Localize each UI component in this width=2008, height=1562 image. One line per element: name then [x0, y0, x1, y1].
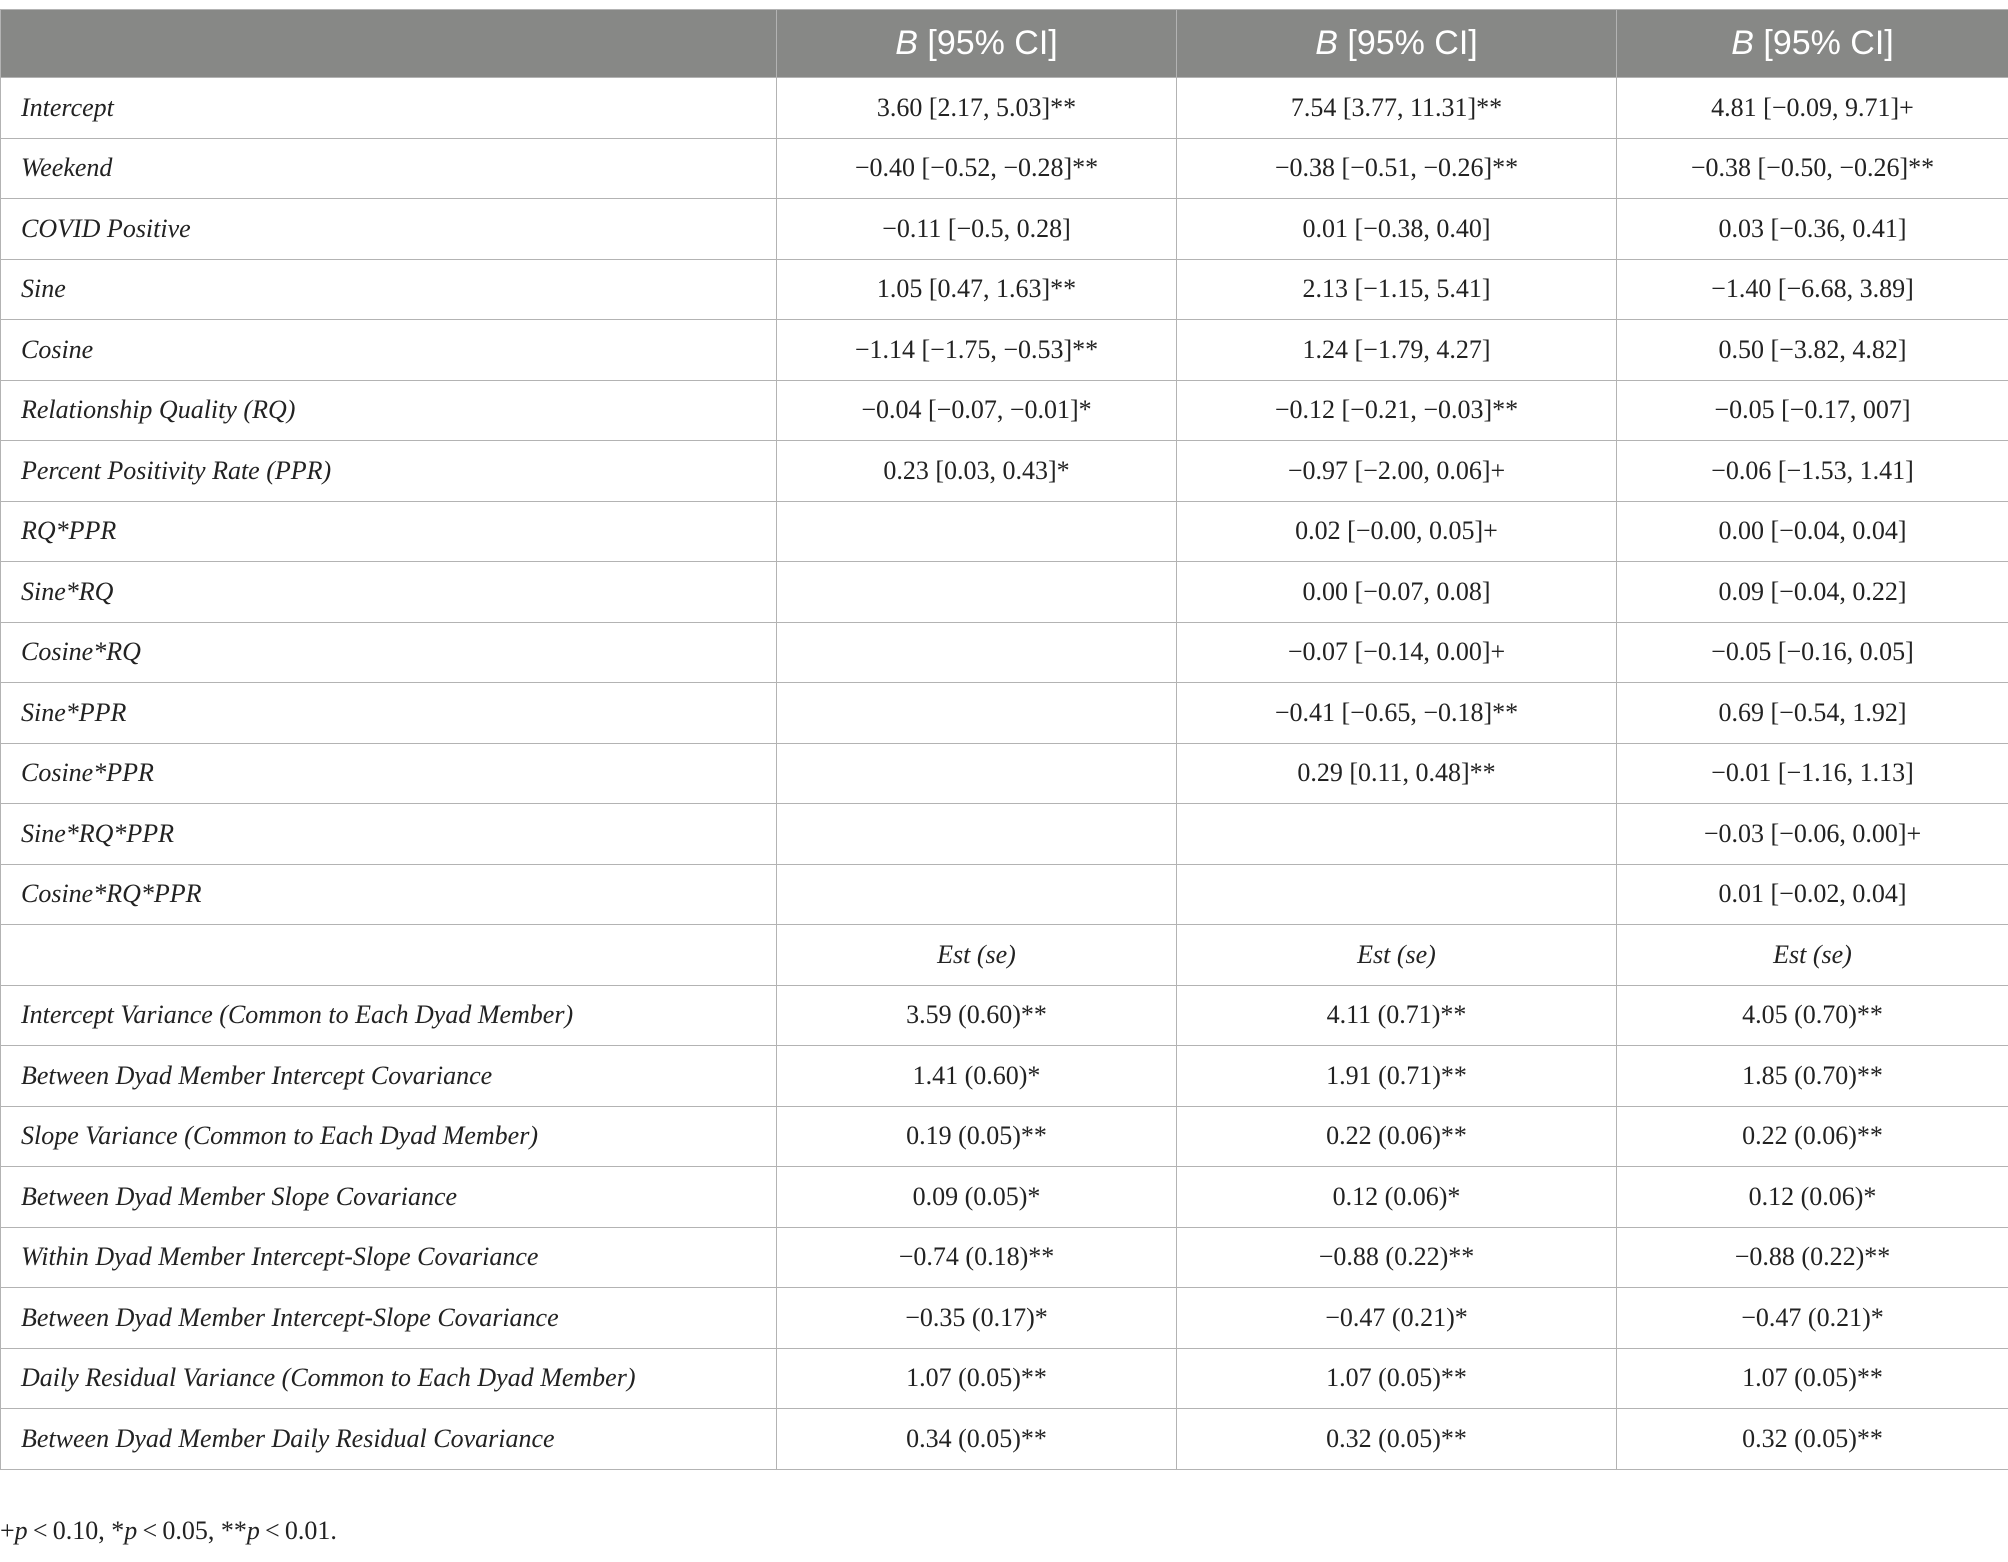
row-label: Percent Positivity Rate (PPR): [1, 441, 777, 502]
row-label: Intercept: [1, 78, 777, 139]
table-row: [1, 562, 2008, 623]
cell-model-2: [1177, 864, 1617, 925]
cell-model-1: 1.41 (0.60)*: [777, 1046, 1177, 1107]
cell-model-1: 1.07 (0.05)**: [777, 1348, 1177, 1409]
cell-model-1: [777, 501, 1177, 562]
cell-model-1: Est (se): [777, 925, 1177, 986]
footnote-p: p: [246, 1516, 260, 1545]
cell-model-3: 1.85 (0.70)**: [1617, 1046, 2008, 1107]
cell-model-2: −0.07 [−0.14, 0.00]+: [1177, 622, 1617, 683]
cell-model-1: −0.04 [−0.07, −0.01]*: [777, 380, 1177, 441]
row-label: Sine: [1, 259, 777, 320]
table-row: [1, 441, 2008, 502]
cell-model-3: −0.88 (0.22)**: [1617, 1227, 2008, 1288]
row-label: Cosine*RQ*PPR: [1, 864, 777, 925]
cell-model-3: −0.38 [−0.50, −0.26]**: [1617, 138, 2008, 199]
subheader-row: [1, 925, 2008, 986]
table-row: [1, 1106, 2008, 1167]
cell-model-3: −1.40 [−6.68, 3.89]: [1617, 259, 2008, 320]
cell-model-1: −1.14 [−1.75, −0.53]**: [777, 320, 1177, 381]
table-row: [1, 1348, 2008, 1409]
row-label: Sine*RQ*PPR: [1, 804, 777, 865]
row-label: [1, 925, 777, 986]
cell-model-3: −0.47 (0.21)*: [1617, 1288, 2008, 1349]
cell-model-2: 0.00 [−0.07, 0.08]: [1177, 562, 1617, 623]
coef-symbol: B: [1731, 24, 1754, 62]
row-label: Between Dyad Member Intercept Covariance: [1, 1046, 777, 1107]
table-row: [1, 1288, 2008, 1349]
cell-model-2: −0.12 [−0.21, −0.03]**: [1177, 380, 1617, 441]
cell-model-2: 0.02 [−0.00, 0.05]+: [1177, 501, 1617, 562]
row-label: Intercept Variance (Common to Each Dyad Member): [1, 985, 777, 1046]
table-row: [1, 864, 2008, 925]
row-label: Sine*RQ: [1, 562, 777, 623]
table-body: [1, 78, 2008, 1470]
cell-model-3: Est (se): [1617, 925, 2008, 986]
significance-footnote: [0, 1516, 337, 1546]
row-label: Slope Variance (Common to Each Dyad Member): [1, 1106, 777, 1167]
cell-model-3: −0.03 [−0.06, 0.00]+: [1617, 804, 2008, 865]
cell-model-1: [777, 683, 1177, 744]
cell-model-2: 0.12 (0.06)*: [1177, 1167, 1617, 1228]
cell-model-1: 0.19 (0.05)**: [777, 1106, 1177, 1167]
footnote-p: p: [14, 1516, 28, 1545]
cell-model-2: 0.29 [0.11, 0.48]**: [1177, 743, 1617, 804]
cell-model-1: 0.09 (0.05)*: [777, 1167, 1177, 1228]
cell-model-2: −0.88 (0.22)**: [1177, 1227, 1617, 1288]
cell-model-2: 1.91 (0.71)**: [1177, 1046, 1617, 1107]
header-model-2: [1177, 10, 1617, 78]
table-row: [1, 804, 2008, 865]
coef-symbol: B: [1315, 24, 1338, 62]
ci-label: [95% CI]: [1337, 24, 1478, 62]
cell-model-2: 1.24 [−1.79, 4.27]: [1177, 320, 1617, 381]
cell-model-3: 0.50 [−3.82, 4.82]: [1617, 320, 2008, 381]
table-row: [1, 683, 2008, 744]
row-label: Between Dyad Member Daily Residual Covariance: [1, 1409, 777, 1470]
row-label: Weekend: [1, 138, 777, 199]
cell-model-2: 0.22 (0.06)**: [1177, 1106, 1617, 1167]
row-label: Sine*PPR: [1, 683, 777, 744]
row-label: Cosine: [1, 320, 777, 381]
cell-model-1: −0.11 [−0.5, 0.28]: [777, 199, 1177, 260]
cell-model-1: [777, 864, 1177, 925]
table-row: [1, 1409, 2008, 1470]
cell-model-2: 4.11 (0.71)**: [1177, 985, 1617, 1046]
row-label: COVID Positive: [1, 199, 777, 260]
footnote-text: < 0.10, *: [27, 1516, 125, 1545]
cell-model-3: −0.01 [−1.16, 1.13]: [1617, 743, 2008, 804]
cell-model-2: 0.32 (0.05)**: [1177, 1409, 1617, 1470]
cell-model-3: 0.69 [−0.54, 1.92]: [1617, 683, 2008, 744]
cell-model-2: 2.13 [−1.15, 5.41]: [1177, 259, 1617, 320]
table-row: [1, 199, 2008, 260]
row-label: Within Dyad Member Intercept-Slope Covariance: [1, 1227, 777, 1288]
cell-model-3: 0.32 (0.05)**: [1617, 1409, 2008, 1470]
cell-model-3: 0.09 [−0.04, 0.22]: [1617, 562, 2008, 623]
table-row: [1, 320, 2008, 381]
cell-model-2: 1.07 (0.05)**: [1177, 1348, 1617, 1409]
cell-model-2: −0.47 (0.21)*: [1177, 1288, 1617, 1349]
cell-model-1: 3.60 [2.17, 5.03]**: [777, 78, 1177, 139]
cell-model-3: 0.12 (0.06)*: [1617, 1167, 2008, 1228]
table-row: [1, 138, 2008, 199]
cell-model-3: −0.06 [−1.53, 1.41]: [1617, 441, 2008, 502]
cell-model-1: −0.40 [−0.52, −0.28]**: [777, 138, 1177, 199]
header-model-3: [1617, 10, 2008, 78]
cell-model-3: −0.05 [−0.16, 0.05]: [1617, 622, 2008, 683]
footnote-p: p: [124, 1516, 138, 1545]
cell-model-3: 0.01 [−0.02, 0.04]: [1617, 864, 2008, 925]
table-row: [1, 743, 2008, 804]
cell-model-1: −0.74 (0.18)**: [777, 1227, 1177, 1288]
table-row: [1, 501, 2008, 562]
table-row: [1, 1227, 2008, 1288]
ci-label: [95% CI]: [1753, 24, 1894, 62]
cell-model-3: 1.07 (0.05)**: [1617, 1348, 2008, 1409]
cell-model-2: −0.38 [−0.51, −0.26]**: [1177, 138, 1617, 199]
cell-model-1: [777, 743, 1177, 804]
table-row: [1, 380, 2008, 441]
cell-model-2: 7.54 [3.77, 11.31]**: [1177, 78, 1617, 139]
row-label: Daily Residual Variance (Common to Each Dyad Member): [1, 1348, 777, 1409]
header-model-1: [777, 10, 1177, 78]
table-row: [1, 1046, 2008, 1107]
cell-model-3: 4.05 (0.70)**: [1617, 985, 2008, 1046]
row-label: Between Dyad Member Intercept-Slope Covariance: [1, 1288, 777, 1349]
cell-model-1: 0.34 (0.05)**: [777, 1409, 1177, 1470]
cell-model-3: 0.03 [−0.36, 0.41]: [1617, 199, 2008, 260]
ci-label: [95% CI]: [917, 24, 1058, 62]
row-label: Cosine*PPR: [1, 743, 777, 804]
cell-model-1: 3.59 (0.60)**: [777, 985, 1177, 1046]
table-row: [1, 985, 2008, 1046]
coef-symbol: B: [895, 24, 918, 62]
cell-model-2: [1177, 804, 1617, 865]
row-label: RQ*PPR: [1, 501, 777, 562]
footnote-text: < 0.01.: [259, 1516, 337, 1545]
cell-model-2: 0.01 [−0.38, 0.40]: [1177, 199, 1617, 260]
table-header-row: [1, 10, 2008, 78]
cell-model-2: Est (se): [1177, 925, 1617, 986]
footnote-text: < 0.05, **: [137, 1516, 247, 1545]
footnote-text: +: [0, 1516, 15, 1545]
cell-model-1: [777, 804, 1177, 865]
table-row: [1, 1167, 2008, 1228]
cell-model-1: 0.23 [0.03, 0.43]*: [777, 441, 1177, 502]
table-row: [1, 78, 2008, 139]
row-label: Between Dyad Member Slope Covariance: [1, 1167, 777, 1228]
cell-model-3: 0.22 (0.06)**: [1617, 1106, 2008, 1167]
regression-table: [0, 9, 2008, 1470]
cell-model-3: 0.00 [−0.04, 0.04]: [1617, 501, 2008, 562]
row-label: Relationship Quality (RQ): [1, 380, 777, 441]
cell-model-1: [777, 562, 1177, 623]
cell-model-1: [777, 622, 1177, 683]
cell-model-1: −0.35 (0.17)*: [777, 1288, 1177, 1349]
row-label: Cosine*RQ: [1, 622, 777, 683]
cell-model-2: −0.41 [−0.65, −0.18]**: [1177, 683, 1617, 744]
cell-model-1: 1.05 [0.47, 1.63]**: [777, 259, 1177, 320]
table-row: [1, 259, 2008, 320]
cell-model-3: 4.81 [−0.09, 9.71]+: [1617, 78, 2008, 139]
cell-model-3: −0.05 [−0.17, 007]: [1617, 380, 2008, 441]
cell-model-2: −0.97 [−2.00, 0.06]+: [1177, 441, 1617, 502]
table-row: [1, 622, 2008, 683]
header-blank-cell: [1, 10, 777, 78]
